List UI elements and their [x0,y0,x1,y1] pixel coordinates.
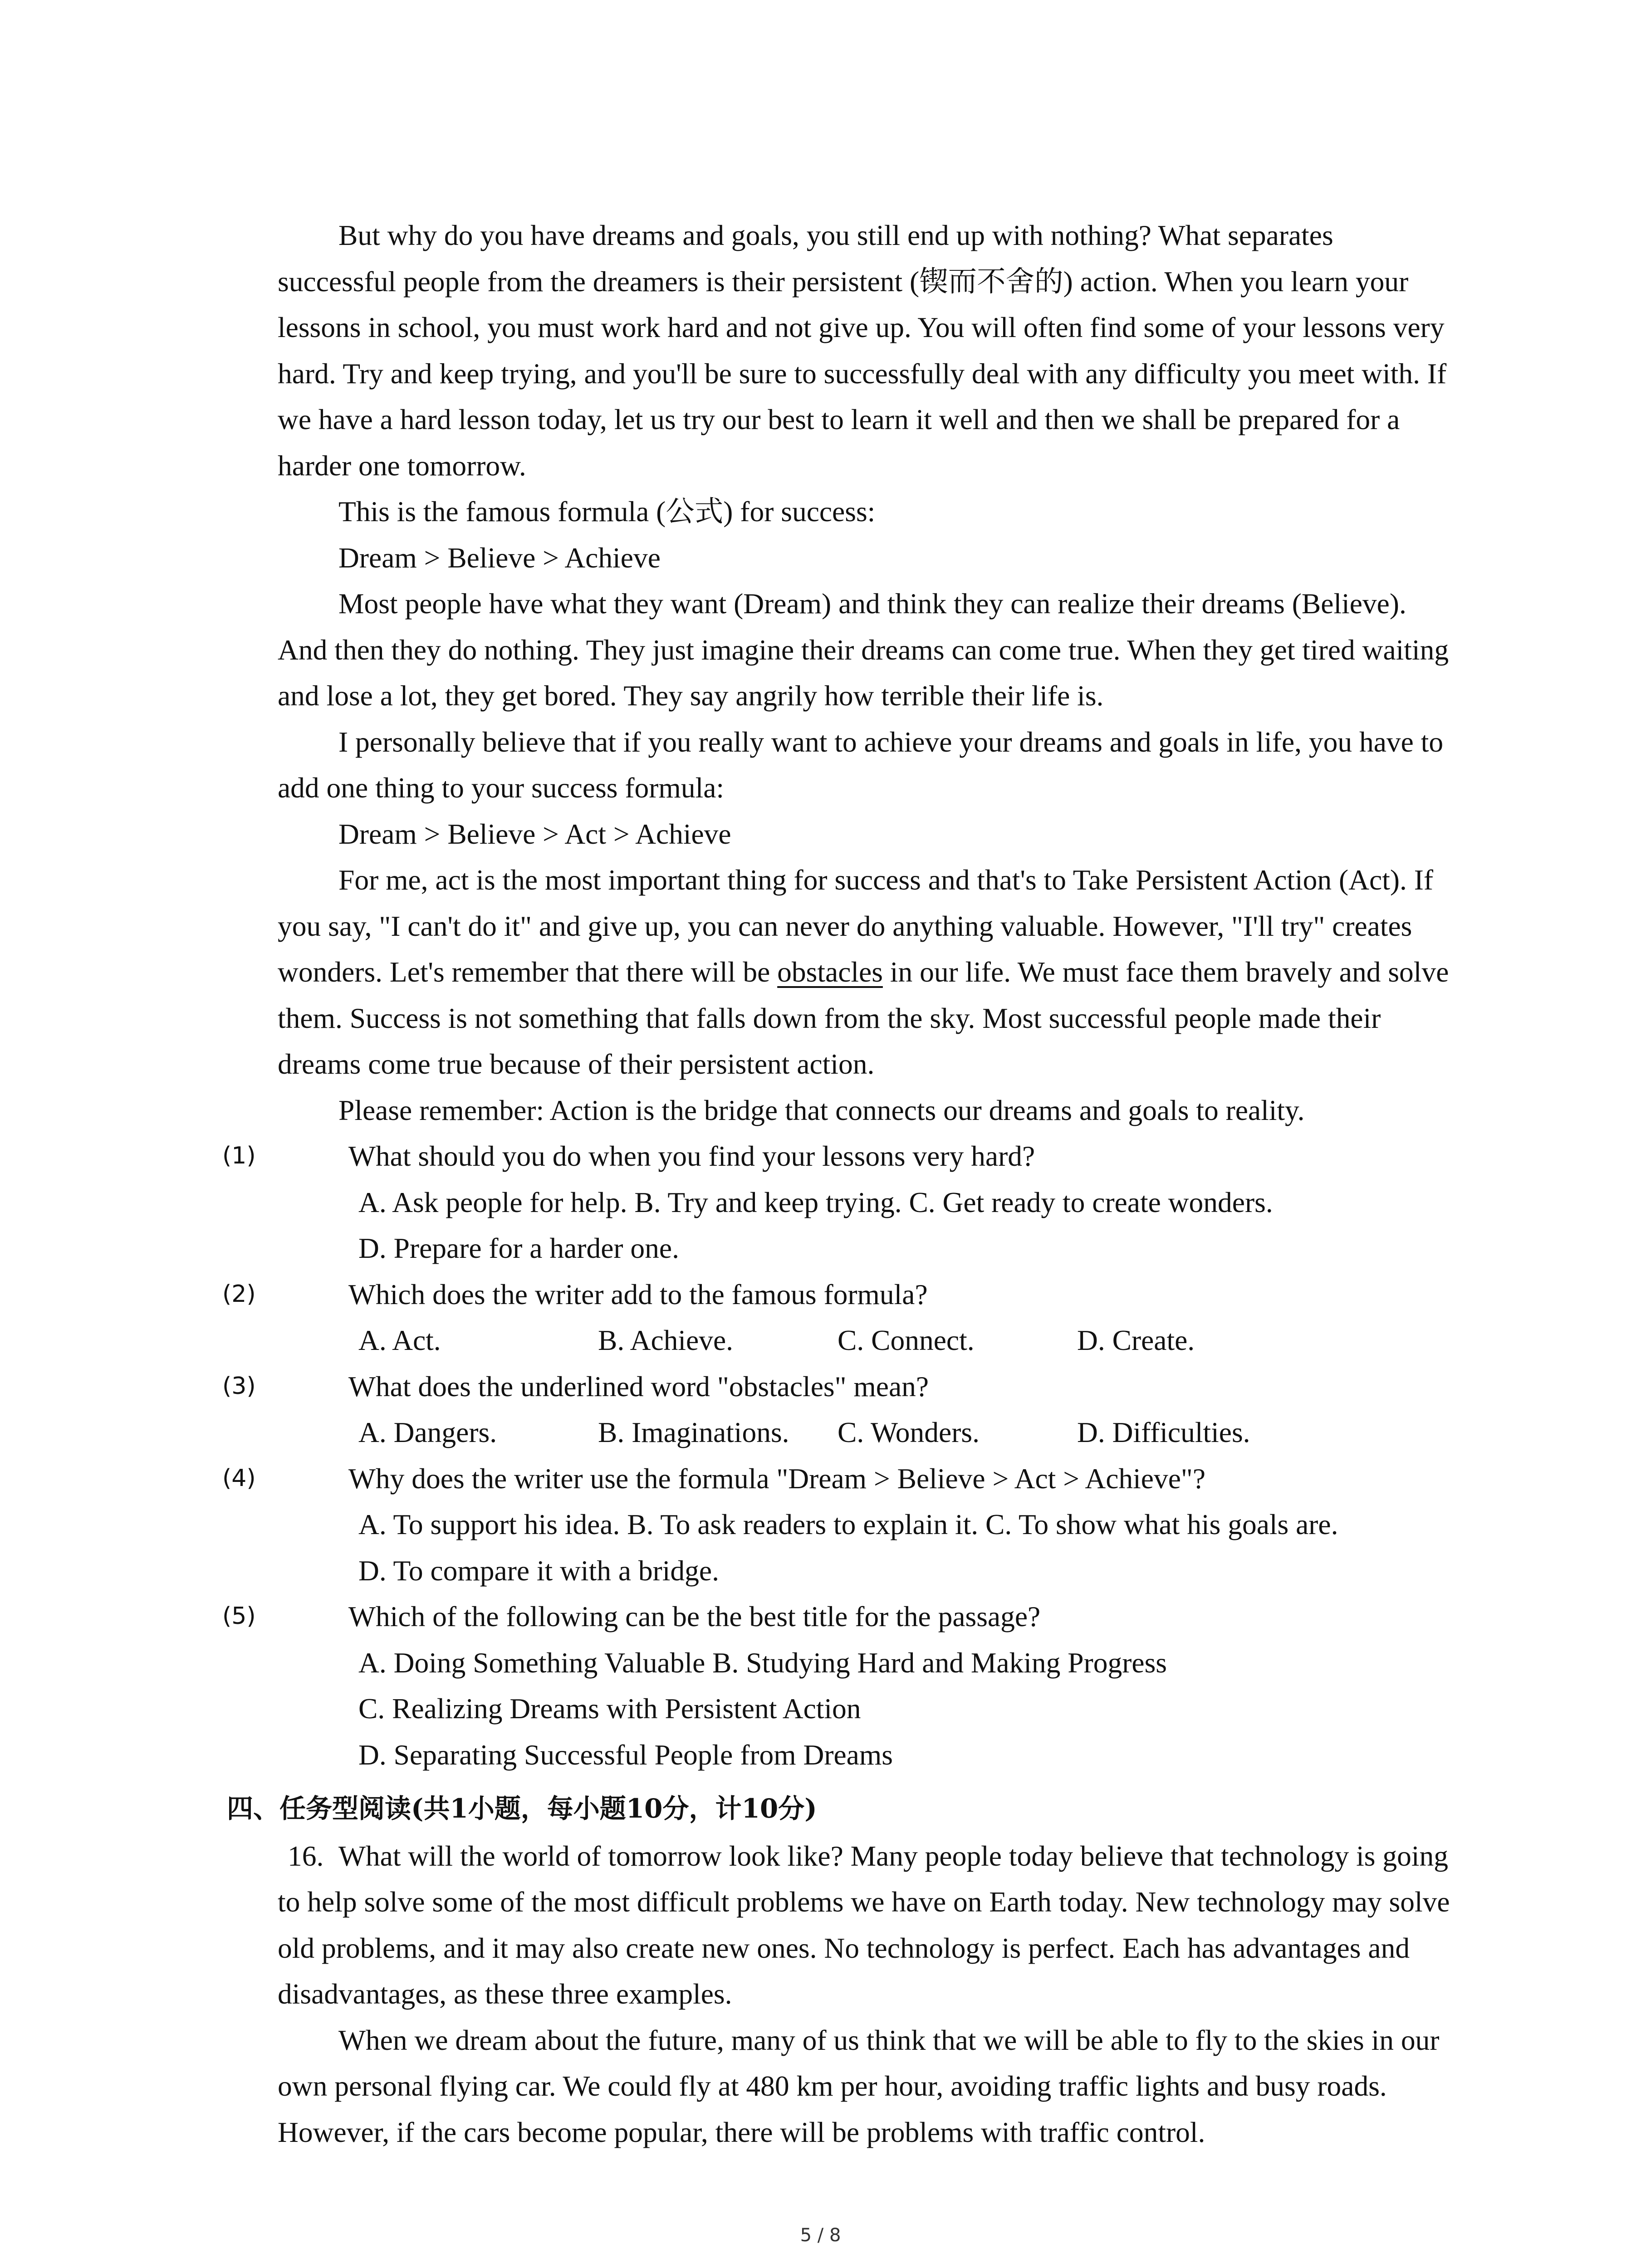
question-2 [222,1271,1457,1364]
question-number: (1) [222,1142,256,1169]
question-stem [222,1456,1457,1502]
option-a: A. Dangers. [358,1416,497,1448]
options-row [278,1409,1457,1456]
question-text: Which does the writer add to the famous formula? [348,1278,928,1310]
question-text: What does the underlined word "obstacles" mean? [348,1370,929,1403]
question-number: (3) [222,1372,256,1400]
question-number: (4) [222,1464,256,1492]
option-b: B. Achieve. [598,1324,734,1356]
options-line: D. Prepare for a harder one. [358,1232,679,1264]
item-number: 16. [288,1839,324,1872]
option-d: D. Create. [1077,1324,1195,1356]
question-stem [222,1364,1457,1410]
question-number: (5) [222,1603,256,1630]
formula-1: Dream > Believe > Achieve [338,541,661,574]
question-5 [222,1593,1457,1778]
question-stem [222,1593,1457,1640]
passage-paragraph-6: Please remember: Action is the bridge that connects our dreams and goals to reality. [338,1094,1305,1126]
question-1 [222,1133,1457,1271]
page-number: 5 / 8 [800,2225,841,2246]
question-stem [222,1133,1457,1179]
passage-paragraph-2: This is the famous formula (公式) for success: [338,495,876,528]
options-row [278,1317,1457,1364]
option-a: A. Act. [358,1324,441,1356]
passage-paragraph-3: Most people have what they want (Dream) and think they can realize their dreams (Believe). And then they do nothing. They just imagine their dreams can come true. When they get tired waiting and lose a lot, they get bored. They say angrily how terrible their life is. [278,587,1449,712]
options-line: A. To support his idea. B. To ask readers to explain it. C. To show what his goals are. [358,1508,1338,1540]
option-c: C. Wonders. [838,1416,980,1448]
passage-paragraph-1: But why do you have dreams and goals, you still end up with nothing? What separates successful people from the dreamers is their persistent (锲而不舍的) action. When you learn your lessons in school, you must work hard and not give up. You will often find some of your lessons very hard. Try and keep trying, and you'll be sure to successfully deal with any difficulty you meet with. If we have a hard lesson today, let us try our best to learn it well and then we shall be prepared for a harder one tomorrow. [278,219,1447,482]
question-number: (2) [222,1280,256,1308]
formula-2: Dream > Believe > Act > Achieve [338,817,731,850]
question-text: Which of the following can be the best title for the passage? [348,1600,1041,1633]
options-line: A. Ask people for help. B. Try and keep trying. C. Get ready to create wonders. [358,1186,1273,1218]
question-text: What should you do when you find your lessons very hard? [348,1140,1035,1172]
option-d: D. Difficulties. [1077,1416,1250,1448]
question-3 [222,1364,1457,1456]
underlined-word: obstacles [777,956,883,988]
question-4 [222,1456,1457,1594]
item-16-text: What will the world of tomorrow look like? Many people today believe that technology is going to help solve some of the most difficult problems we have on Earth today. New technology may solve old problems, and it may also create new ones. No technology is perfect. Each has advantages and disadvantages, as these three examples. [278,1839,1450,2010]
p5-text-before: For me, act is the most important thing for success and that's to Take Persistent Action (Act). If you say, "I can't do it" and give up, you can never do anything valuable. However, "I'll try" creates wonders. Let's remember that there will be [278,864,1434,988]
options-line: A. Doing Something Valuable B. Studying Hard and Making Progress [358,1646,1167,1679]
option-b: B. Imaginations. [598,1416,789,1448]
options-line: D. Separating Successful People from Dreams [358,1738,893,1771]
section-heading: 四、任务型阅读(共1小题，每小题10分，计10分) [227,1793,817,1824]
options-line: C. Realizing Dreams with Persistent Action [358,1692,861,1725]
item-16-paragraph-1 [278,1833,1457,2017]
page-content [222,212,1457,2155]
passage-paragraph-4: I personally believe that if you really want to achieve your dreams and goals in life, you have to add one thing to your success formula: [278,725,1444,804]
question-text: Why does the writer use the formula "Dream > Believe > Act > Achieve"? [348,1462,1206,1495]
item-16-paragraph-2: When we dream about the future, many of us think that we will be able to fly to the skies in our own personal flying car. We could fly at 480 km per hour, avoiding traffic lights and busy roads. However, if the cars become popular, there will be problems with traffic control. [278,2024,1440,2148]
question-stem [222,1271,1457,1318]
passage-paragraph-5 [278,857,1457,1087]
item-16 [278,1833,1457,2156]
options-line: D. To compare it with a bridge. [358,1554,719,1587]
option-c: C. Connect. [838,1324,975,1356]
p5-text-after: in our life. We must face them bravely and solve them. Success is not something that falls down from the sky. Most successful people made their dreams come true because of their persistent action. [278,956,1449,1080]
